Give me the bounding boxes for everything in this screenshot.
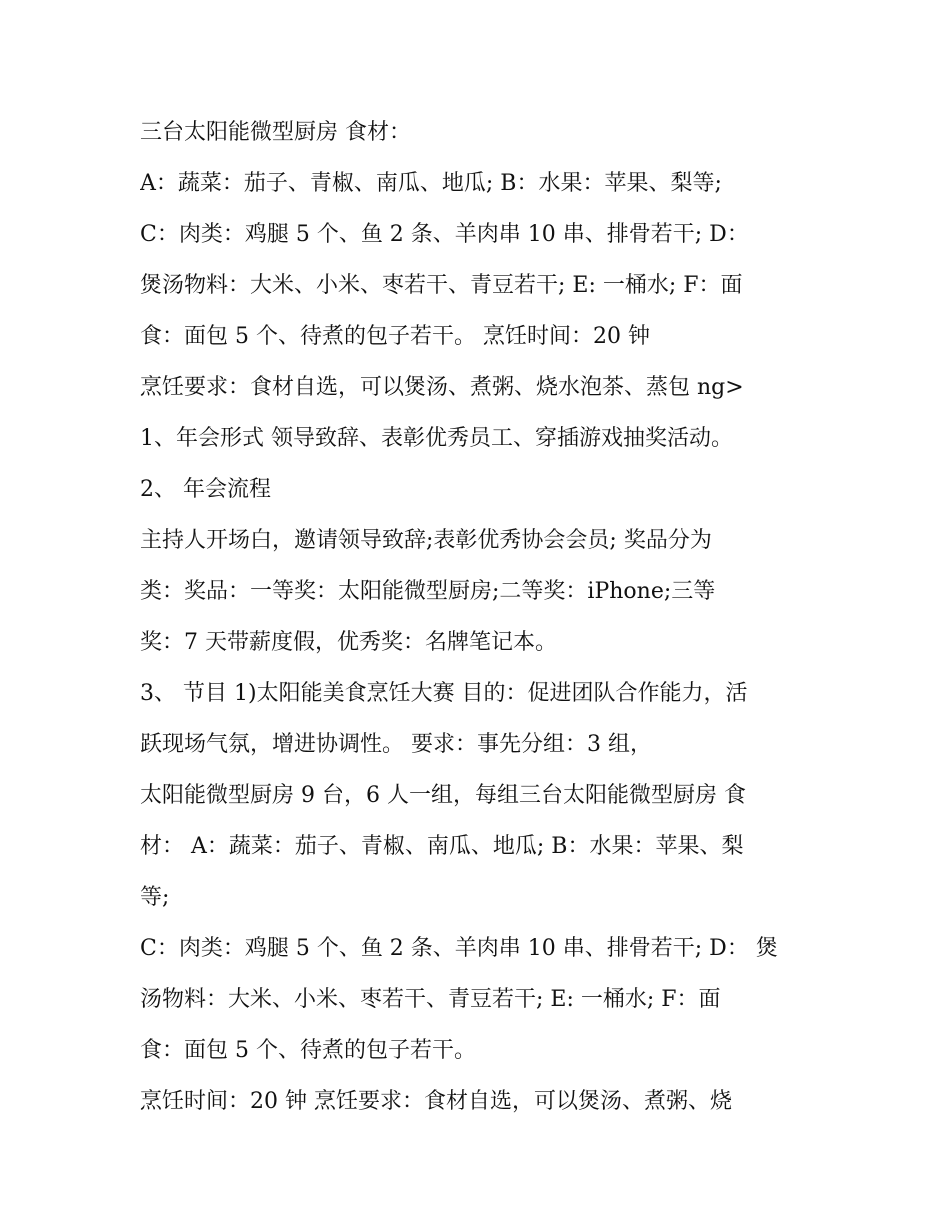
text-line-3: C：肉类：鸡腿 5 个、鱼 2 条、羊肉串 10 串、排骨若干; D：	[140, 222, 749, 247]
text-line-4: 煲汤物料：大米、小米、枣若干、青豆若干; E: 一桶水; F：面	[140, 273, 743, 298]
text-line-5: 食：面包 5 个、待煮的包子若干。 烹饪时间：20 钟	[140, 324, 650, 349]
text-line-2: A：蔬菜：茄子、青椒、南瓜、地瓜; B：水果：苹果、梨等;	[140, 171, 722, 196]
text-line-1: 三台太阳能微型厨房 食材：	[140, 120, 411, 145]
text-line-18: 汤物料：大米、小米、枣若干、青豆若干; E: 一桶水; F：面	[140, 987, 721, 1012]
text-line-17: C：肉类：鸡腿 5 个、鱼 2 条、羊肉串 10 串、排骨若干; D： 煲	[140, 936, 778, 961]
text-line-19: 食：面包 5 个、待煮的包子若干。	[140, 1038, 476, 1063]
text-line-9: 主持人开场白，邀请领导致辞;表彰优秀协会会员; 奖品分为	[140, 528, 712, 553]
text-line-20: 烹饪时间：20 钟 烹饪要求：食材自选，可以煲汤、煮粥、烧	[140, 1089, 732, 1114]
text-line-16: 等;	[140, 885, 170, 910]
text-line-11: 奖：7 天带薪度假，优秀奖：名牌笔记本。	[140, 630, 557, 655]
text-line-13: 跃现场气氛，增进协调性。 要求：事先分组：3 组，	[140, 732, 652, 757]
text-line-15: 材： A：蔬菜：茄子、青椒、南瓜、地瓜; B：水果：苹果、梨	[140, 834, 744, 859]
text-line-14: 太阳能微型厨房 9 台，6 人一组，每组三台太阳能微型厨房 食	[140, 783, 746, 808]
text-line-8: 2、 年会流程	[140, 477, 271, 502]
text-line-7: 1、年会形式 领导致辞、表彰优秀员工、穿插游戏抽奖活动。	[140, 426, 733, 451]
text-line-10: 类：奖品：一等奖：太阳能微型厨房;二等奖：iPhone;三等	[140, 579, 716, 604]
text-line-12: 3、 节目 1)太阳能美食烹饪大赛 目的：促进团队合作能力，活	[140, 681, 748, 706]
document-text-block	[140, 107, 820, 1127]
text-line-6: 烹饪要求：食材自选，可以煲汤、煮粥、烧水泡茶、蒸包 ng>	[140, 375, 744, 400]
